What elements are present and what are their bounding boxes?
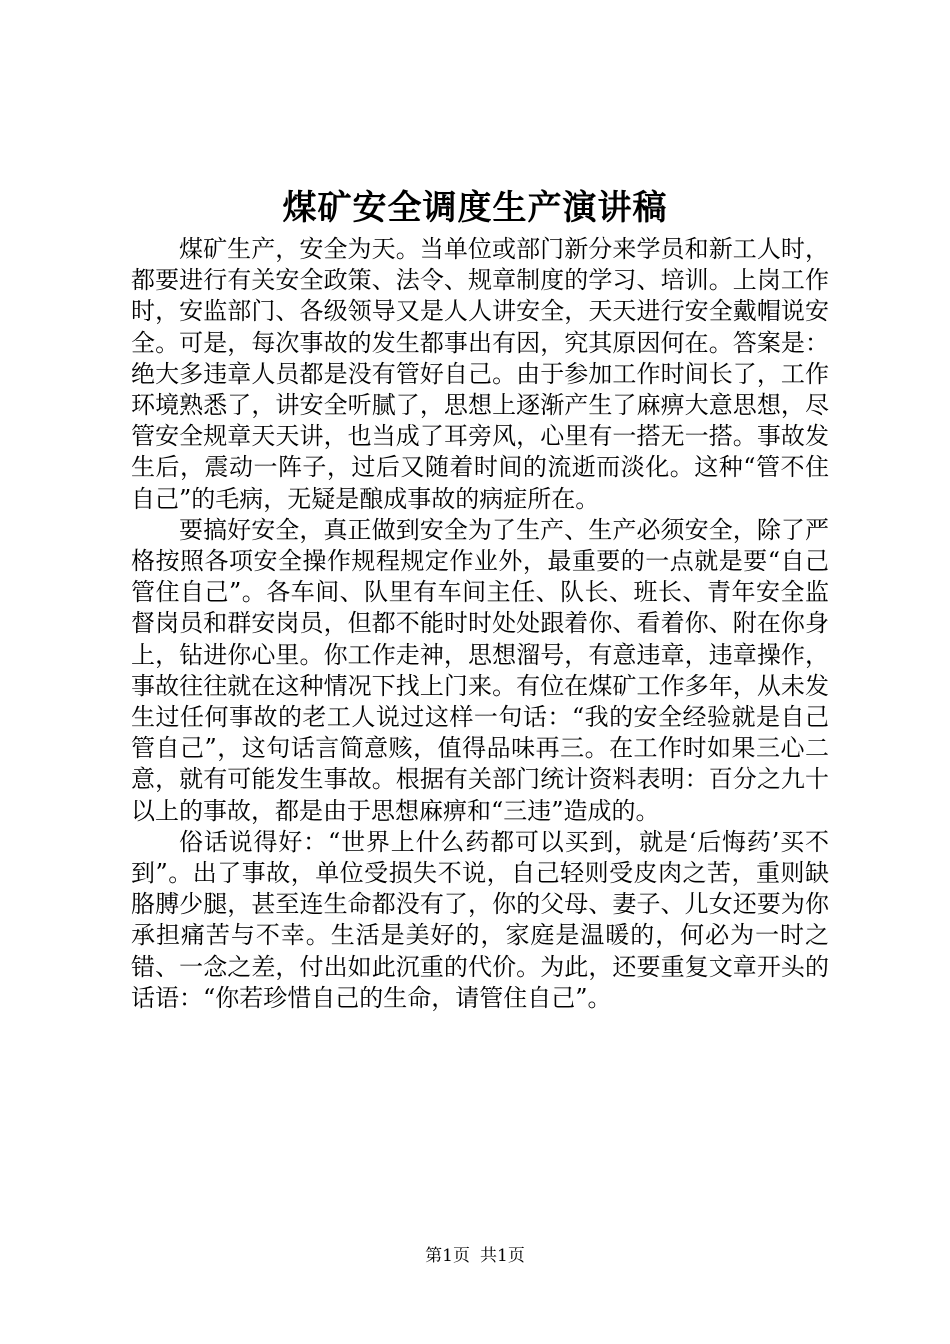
paragraph-3: 俗话说得好：“世界上什么药都可以买到，就是‘后悔药’买不到”。出了事故，单位受损失不说，自己轻则受皮肉之苦，重则缺胳膊少腿，甚至连生命都没有了，你的父母、妻子、儿女还要为你承担痛苦与不幸。生活是美好的，家庭是温暖的，何必为一时之错、一念之差，付出如此沉重的代价。为此，还要重复文章开头的话语：“你若珍惜自己的生命，请管住自己”。: [131, 827, 829, 1012]
paragraph-1: 煤矿生产，安全为天。当单位或部门新分来学员和新工人时，都要进行有关安全政策、法令、规章制度的学习、培训。上岗工作时，安监部门、各级领导又是人人讲安全，天天进行安全戴帽说安全。可是，每次事故的发生都事出有因，究其原因何在。答案是：绝大多违章人员都是没有管好自己。由于参加工作时间长了，工作环境熟悉了，讲安全听腻了，思想上逐渐产生了麻痹大意思想，尽管安全规章天天讲，也当成了耳旁风，心里有一搭无一搭。事故发生后，震动一阵子，过后又随着时间的流逝而淡化。这种“管不住自己”的毛病，无疑是酿成事故的病症所在。: [131, 235, 829, 513]
paragraph-2: 要搞好安全，真正做到安全为了生产、生产必须安全，除了严格按照各项安全操作规程规定作业外，最重要的一点就是要“自己管住自己”。各车间、队里有车间主任、队长、班长、青年安全监督岗员和群安岗员，但都不能时时处处跟着你、看着你、附在你身上，钻进你心里。你工作走神，思想溜号，有意违章，违章操作，事故往往就在这种情况下找上门来。有位在煤矿工作多年，从未发生过任何事故的老工人说过这样一句话：“我的安全经验就是自己管自己”，这句话言简意赅，值得品味再三。在工作时如果三心二意，就有可能发生事故。根据有关部门统计资料表明：百分之九十以上的事故，都是由于思想麻痹和“三违”造成的。: [131, 515, 829, 825]
page-number: 第1页: [425, 1246, 470, 1266]
page-total: 共1页: [480, 1246, 525, 1266]
document-body: [131, 234, 829, 1014]
page-footer: [0, 1244, 950, 1268]
document-title: 煤矿安全调度生产演讲稿: [282, 188, 668, 228]
